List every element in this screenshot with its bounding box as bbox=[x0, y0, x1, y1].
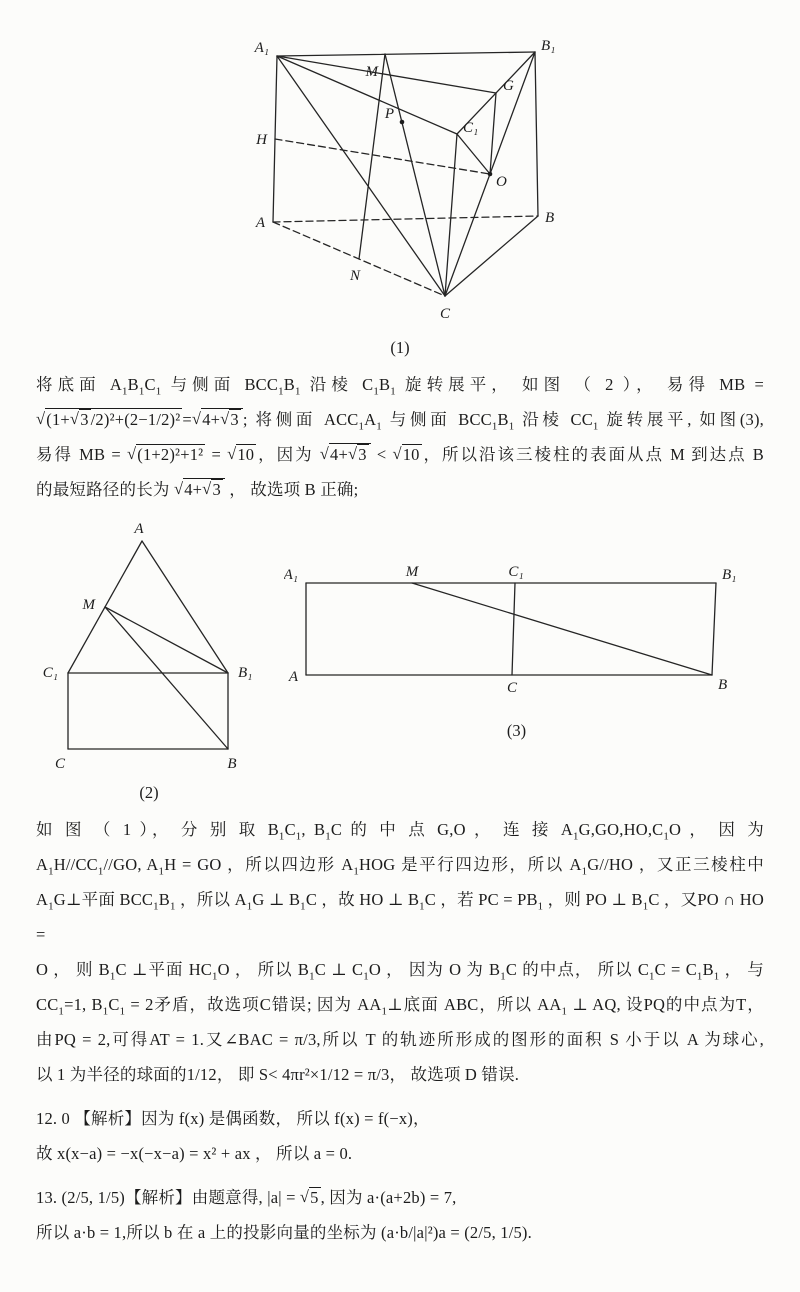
text-line: O ， 则 $B_1C$ ⊥平面 $HC_1O$ ， 所以 $B_1C$ ⊥ $C_1O$ ， 因为 O 为 $B_1C$ 的中点， 所以 $C_1C = C_1B_1$ ， 与 bbox=[36, 960, 764, 983]
vertex-label-c1: C₁ bbox=[463, 120, 479, 136]
vertex-label-b: B bbox=[545, 210, 555, 226]
vertex-label-m: M bbox=[365, 64, 378, 80]
vertex-label-b1: B₁ bbox=[541, 38, 556, 54]
vertex-label-c: C bbox=[506, 680, 518, 695]
vertex-label-b: B bbox=[718, 677, 728, 693]
text-line: 由PQ = 2,可得AT = 1.又∠BAC = π/3,所以 T 的轨迹所形成的图形的面积 S 小于以 A 为球心, bbox=[36, 1030, 764, 1049]
vertex-label-c1: C₁ bbox=[508, 564, 524, 580]
text-line: √(1+√3 /2)²+(2−1/2)² =√4+√3 ; 将侧面 $ACC_1A_1$ 与侧面 $BCC_1B_1$ 沿棱 $CC_1$ 旋转展平, 如图(3), bbox=[36, 409, 765, 433]
vertex-label-a1: A₁ bbox=[284, 567, 298, 583]
vertex-label-c: C bbox=[439, 306, 451, 322]
figure-3-drawing bbox=[284, 563, 749, 695]
vertex-label-m: M bbox=[82, 597, 95, 613]
text-line: 13. (2/5, 1/5)【解析】由题意得, |a| = √5 , 因为 a·(a+2b) = 7, bbox=[36, 1187, 457, 1207]
figure-3-caption: (3) bbox=[506, 721, 527, 740]
unfold-3-edges bbox=[306, 583, 716, 675]
text-line: 将底面 $A_1B_1C_1$ 与侧面 $BCC_1B_1$ 沿棱 $C_1B_1$ 旋转展平， 如图 （ 2 ）， 易得 MB = bbox=[36, 375, 764, 398]
problem-12-solution bbox=[36, 1101, 764, 1171]
point-P-dot bbox=[400, 120, 405, 125]
text-line: 以 1 为半径的球面的1/12， 即 S< 4πr²×1/12 = π/3， 故选项 D 错误. bbox=[36, 1065, 520, 1084]
figure-2-drawing bbox=[40, 521, 258, 773]
point-O-dot bbox=[488, 172, 493, 177]
vertex-label-b1: B₁ bbox=[722, 567, 737, 583]
figure-1-caption: (1) bbox=[390, 338, 410, 357]
vertex-label-c1: C₁ bbox=[42, 665, 58, 681]
vertex-label-h: H bbox=[256, 132, 267, 148]
vertex-label-a: A bbox=[134, 521, 144, 537]
unfold-2-edges bbox=[68, 541, 228, 749]
problem-13-solution bbox=[36, 1180, 764, 1250]
vertex-label-p: P bbox=[384, 106, 394, 122]
text-line: 易得 MB = √(1+2)²+1² = √10 ，因为 √4+√3 < √10 ，所以沿该三棱柱的表面从点 M 到达点 B bbox=[36, 444, 765, 464]
vertex-label-o: O bbox=[496, 174, 507, 190]
solution-paragraph-1 bbox=[36, 367, 764, 507]
text-line: $CC_1=1$, $B_1C_1 = 2$矛盾，故选项C错误; 因为 $AA_1\perp$底面 ABC，所以 $AA_1$ ⊥ AQ, 设PQ的中点为T， bbox=[36, 995, 764, 1018]
figure-1 bbox=[235, 34, 565, 358]
vertex-label-b1: B₁ bbox=[238, 665, 253, 681]
text-line: 如 图 （ 1 ）， 分 别 取 $B_1C_1$, $B_1C$ 的 中 点 G,O ， 连 接 $A_1G,GO,HO,C_1O$ ， 因 为 bbox=[36, 820, 764, 843]
text-line: 故 x(x−a) = −x(−x−a) = x² + ax ， 所以 a = 0. bbox=[36, 1144, 353, 1163]
text-line: 12. 0 【解析】因为 f(x) 是偶函数， 所以 f(x) = f(−x)， bbox=[36, 1109, 430, 1128]
vertex-label-g: G bbox=[503, 78, 514, 94]
figure-1-drawing bbox=[235, 34, 565, 334]
vertex-label-b: B bbox=[227, 756, 237, 772]
vertex-label-a: A bbox=[288, 669, 298, 685]
text-line: 的最短路径的长为 √4+√3 ， 故选项 B 正确; bbox=[36, 479, 359, 499]
text-line: $A_1G\perp$平面 $BCC_1B_1$ ，所以 $A_1G$ ⊥ $B_1C$ ，故 HO ⊥ $B_1C$ ，若 PC = $PB_1$ ，则 PO ⊥ $B_1C$ ，又PO ∩ HO = bbox=[36, 890, 764, 944]
vertex-label-a: A bbox=[255, 215, 265, 231]
figure-3 bbox=[284, 563, 749, 741]
vertex-label-m: M bbox=[405, 564, 419, 580]
solution-paragraph-2 bbox=[36, 812, 764, 1092]
text-line: $A_1H//CC_1//GO$, $A_1H$ = GO ，所以四边形 $A_1HOG$ 是平行四边形，所以 $A_1G//HO$ ，又正三棱柱中 bbox=[36, 855, 764, 878]
vertex-label-c: C bbox=[54, 756, 66, 772]
vertex-label-n: N bbox=[349, 268, 361, 284]
text-line: 所以 a·b = 1,所以 b 在 a 上的投影向量的坐标为 (a·b/|a|²)a = (2/5, 1/5). bbox=[36, 1223, 532, 1242]
figures-row bbox=[36, 521, 764, 803]
figure-2 bbox=[40, 521, 258, 803]
figure-2-caption: (2) bbox=[139, 783, 159, 802]
vertex-label-a1: A₁ bbox=[254, 40, 269, 56]
